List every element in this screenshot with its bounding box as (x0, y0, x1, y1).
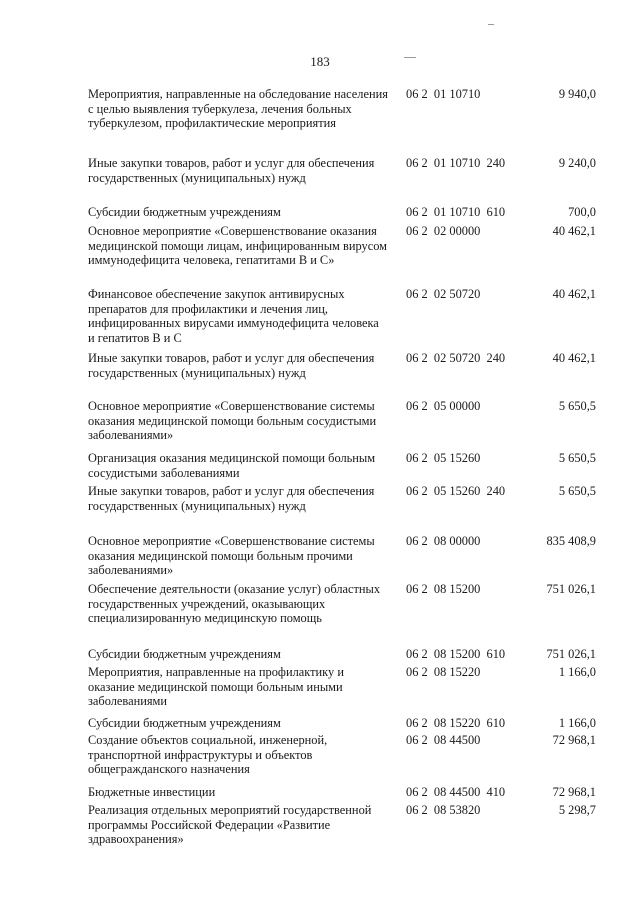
row-code: 06 2 01 10710 240 (406, 156, 506, 170)
row-name: Субсидии бюджетным учреждениям (88, 205, 281, 219)
row-amount: 40 462,1 (552, 224, 596, 238)
table-row (88, 451, 604, 484)
row-amount: 72 968,1 (552, 733, 596, 747)
table-row (88, 785, 604, 803)
table-row (88, 803, 604, 851)
table-row (88, 733, 604, 785)
row-name: Создание объектов социальной, инженерной, транспортной инфраструктуры и объектов общегражданского назначения (88, 733, 328, 777)
table-row (88, 205, 604, 224)
row-name: Мероприятия, направленные на профилактику и оказание медицинской помощи больным иными заболеваниями (88, 665, 344, 709)
row-code: 06 2 08 44500 (406, 733, 481, 747)
row-amount: 835 408,9 (546, 534, 596, 548)
scan-mark (488, 24, 494, 25)
row-amount: 751 026,1 (546, 582, 596, 596)
row-amount: 9 940,0 (558, 87, 596, 101)
row-code: 06 2 02 50720 240 (406, 351, 506, 365)
table-row (88, 156, 604, 205)
row-code: 06 2 05 00000 (406, 399, 481, 413)
row-name: Иные закупки товаров, работ и услуг для обеспечения государственных (муниципальных) нужд (88, 484, 375, 513)
table-row (88, 716, 604, 733)
row-code: 06 2 08 15220 (406, 665, 481, 679)
scan-mark (404, 57, 416, 58)
row-code: 06 2 01 10710 (406, 87, 481, 101)
table-row (88, 351, 604, 399)
table-row (88, 534, 604, 582)
row-name: Основное мероприятие «Совершенствование оказания медицинской помощи лицам, инфицированным вирусом иммунодефицита человека, гепатитами В и С» (88, 224, 387, 268)
row-code: 06 2 05 15260 240 (406, 484, 506, 498)
row-name: Субсидии бюджетным учреждениям (88, 716, 281, 730)
row-code: 06 2 01 10710 610 (406, 205, 506, 219)
row-code: 06 2 08 15200 (406, 582, 481, 596)
row-code: 06 2 08 44500 410 (406, 785, 506, 799)
row-name: Иные закупки товаров, работ и услуг для обеспечения государственных (муниципальных) нужд (88, 351, 375, 380)
row-code: 06 2 02 00000 (406, 224, 481, 238)
row-amount: 5 298,7 (558, 803, 596, 817)
row-code: 06 2 08 15220 610 (406, 716, 506, 730)
row-name: Основное мероприятие «Совершенствование системы оказания медицинской помощи больным прочими заболеваниями» (88, 534, 375, 578)
row-name: Основное мероприятие «Совершенствование системы оказания медицинской помощи больным сосудистыми заболеваниями» (88, 399, 377, 443)
row-amount: 1 166,0 (558, 716, 596, 730)
row-code: 06 2 08 00000 (406, 534, 481, 548)
table-row (88, 647, 604, 665)
row-name: Обеспечение деятельности (оказание услуг) областных государственных учреждений, оказывающих специализированную медицинскую помощь (88, 582, 381, 626)
table-row (88, 582, 604, 647)
row-name: Финансовое обеспечение закупок антивирусных препаратов для профилактики и лечения лиц, инфицированных вирусами иммунодефицита человека и гепатитов В и С (88, 287, 379, 345)
table-row (88, 224, 604, 287)
row-code: 06 2 08 53820 (406, 803, 481, 817)
row-amount: 9 240,0 (558, 156, 596, 170)
row-amount: 700,0 (568, 205, 596, 219)
page-number: 183 (310, 54, 330, 69)
row-amount: 40 462,1 (552, 351, 596, 365)
row-code: 06 2 02 50720 (406, 287, 481, 301)
row-name: Субсидии бюджетным учреждениям (88, 647, 281, 661)
row-name: Мероприятия, направленные на обследование населения с целью выявления туберкулеза, лечения больных туберкулезом, профилактические мероприятия (88, 87, 388, 131)
table-row (88, 665, 604, 716)
row-amount: 1 166,0 (558, 665, 596, 679)
row-amount: 40 462,1 (552, 287, 596, 301)
row-name: Организация оказания медицинской помощи больным сосудистыми заболеваниями (88, 451, 376, 480)
row-name: Реализация отдельных мероприятий государственной программы Российской Федерации «Развитие здравоохранения» (88, 803, 372, 847)
row-amount: 72 968,1 (552, 785, 596, 799)
row-name: Бюджетные инвестиции (88, 785, 216, 799)
row-code: 06 2 05 15260 (406, 451, 481, 465)
table-row (88, 484, 604, 534)
row-amount: 5 650,5 (558, 399, 596, 413)
table-row (88, 287, 604, 351)
row-name: Иные закупки товаров, работ и услуг для обеспечения государственных (муниципальных) нужд (88, 156, 375, 185)
row-amount: 751 026,1 (546, 647, 596, 661)
table-row (88, 399, 604, 451)
row-amount: 5 650,5 (558, 451, 596, 465)
table-row (88, 87, 604, 156)
row-code: 06 2 08 15200 610 (406, 647, 506, 661)
row-amount: 5 650,5 (558, 484, 596, 498)
budget-table (88, 87, 604, 851)
